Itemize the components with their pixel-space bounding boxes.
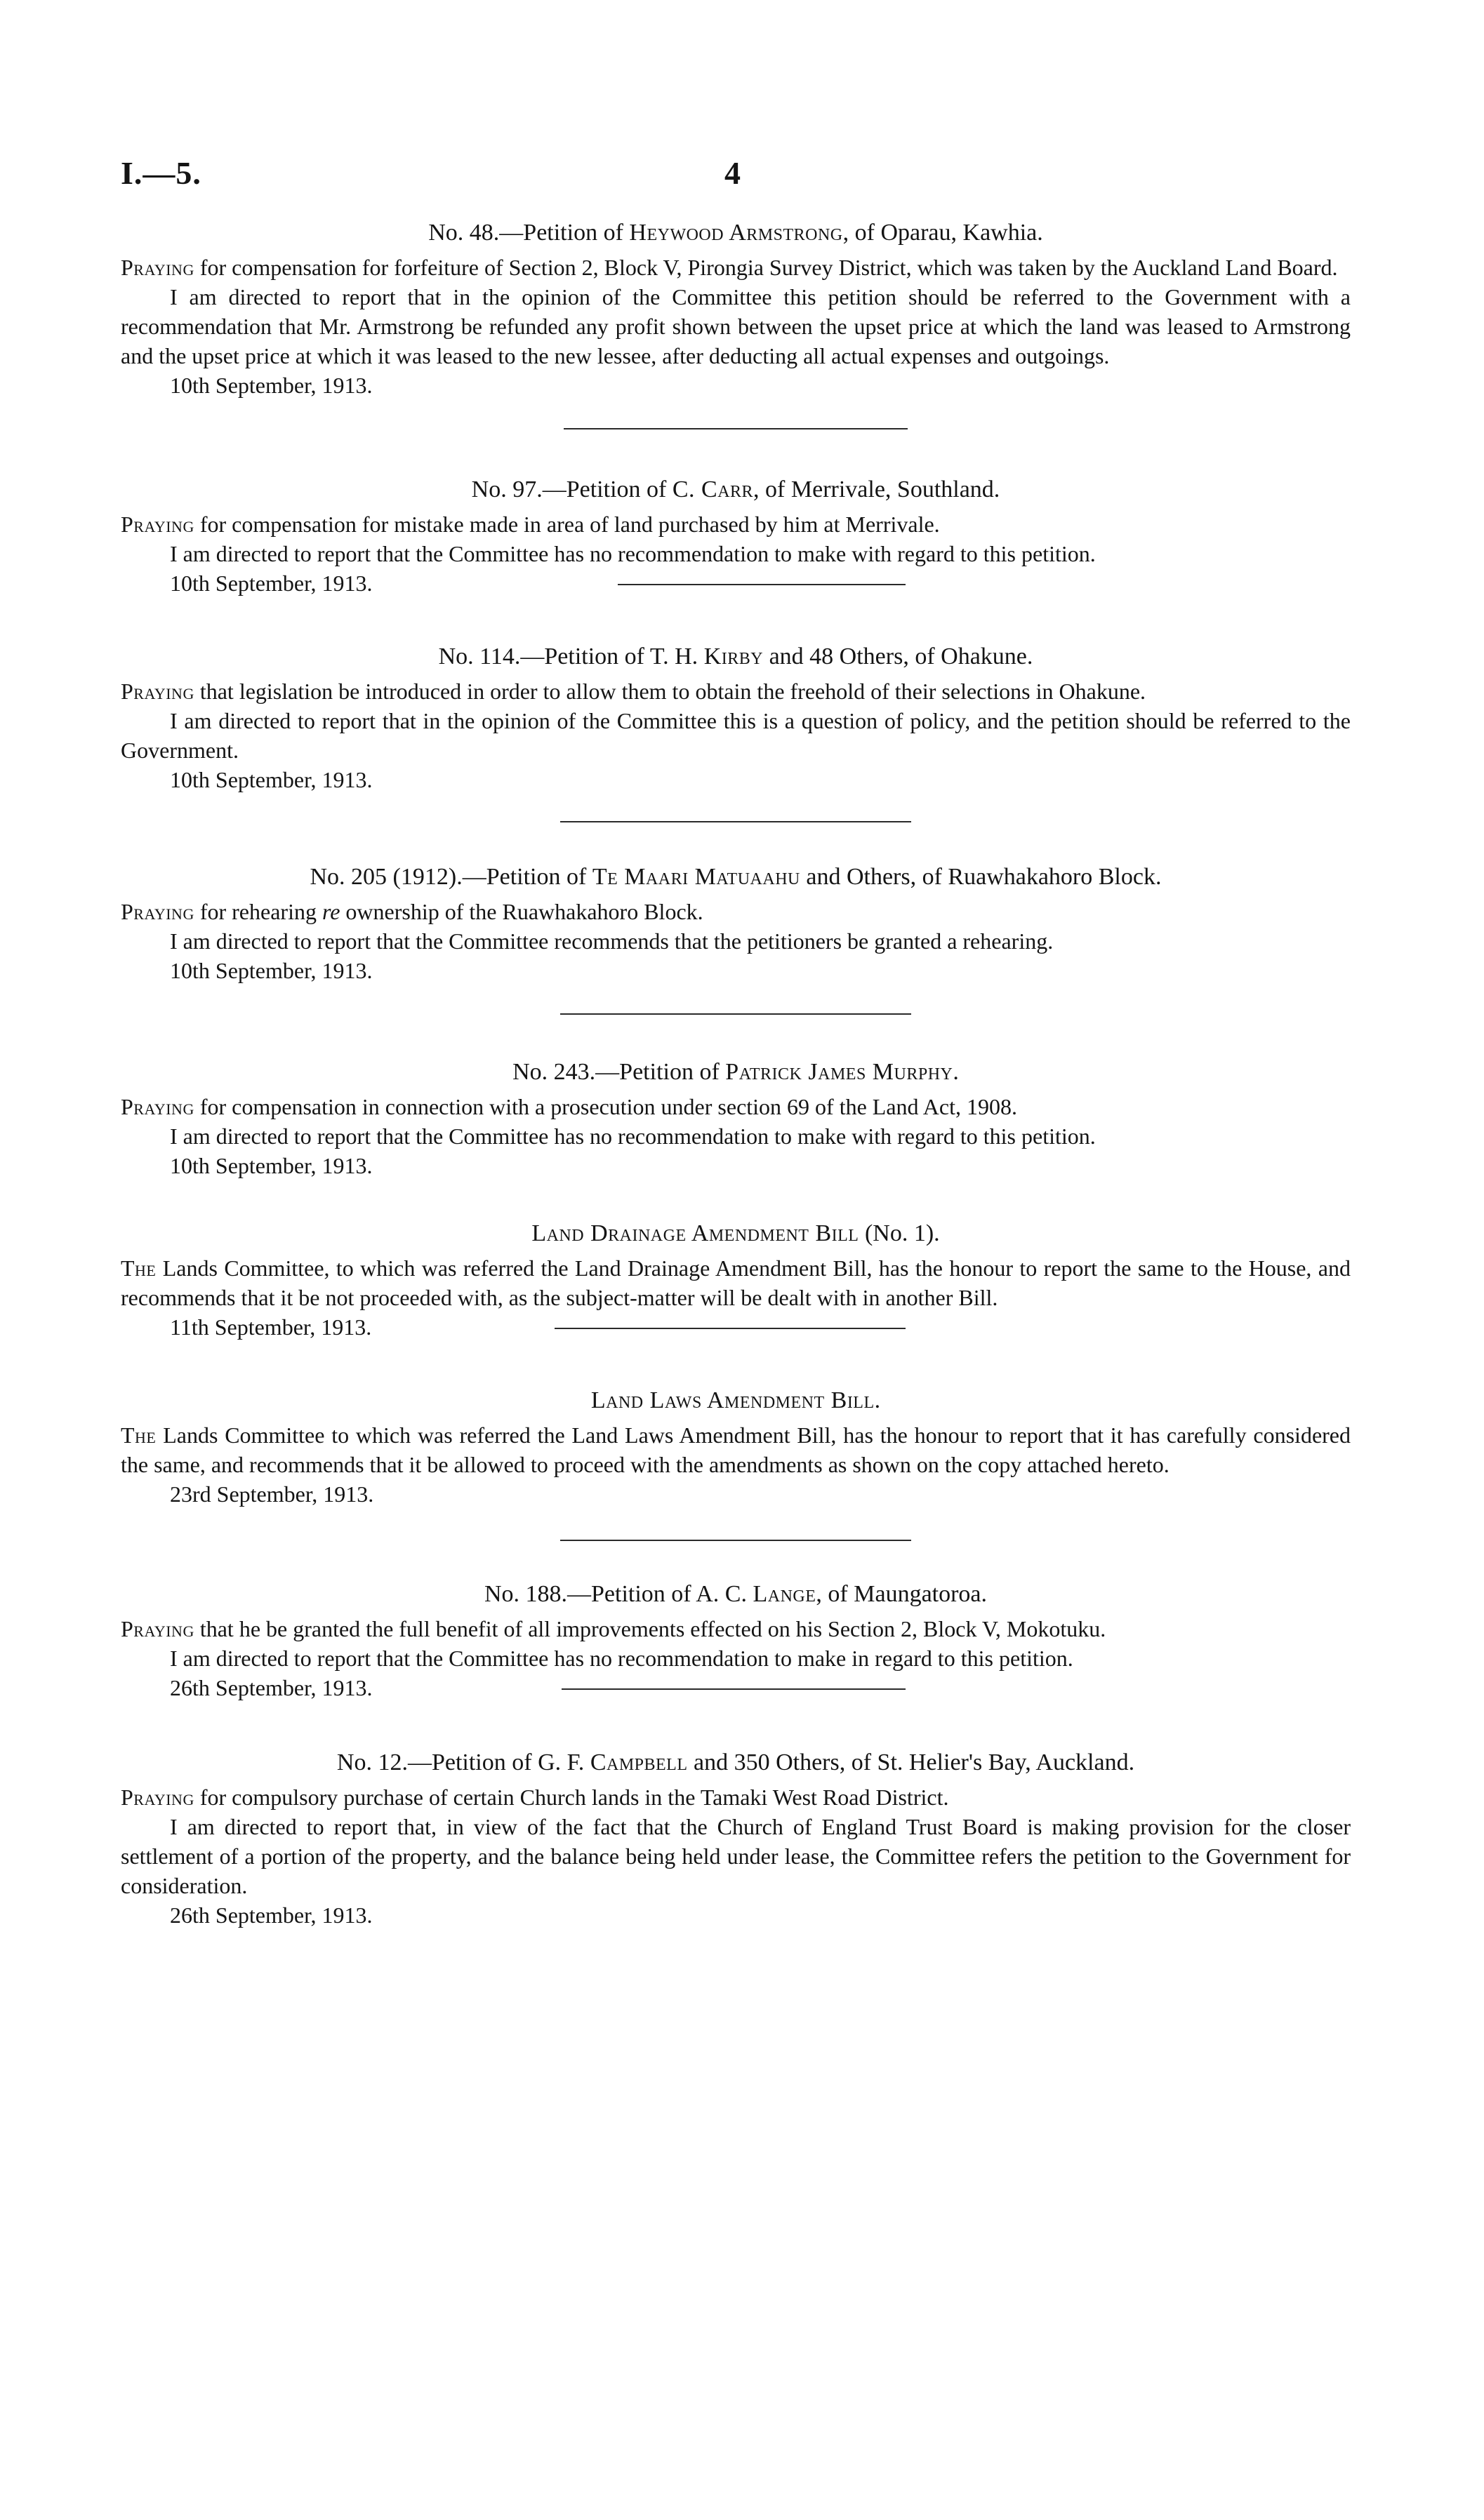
date-line: 26th September, 1913. bbox=[170, 1902, 373, 1928]
praying-paragraph: Praying for rehearing re ownership of the Ruawhakahoro Block. bbox=[121, 899, 703, 924]
separator-rule bbox=[555, 1328, 906, 1329]
bill-report-paragraph: The Lands Committee, to which was referred the Land Drainage Amendment Bill, has the honour to report the same to the House, and recommends that it be not proceeded with, as the subject-matter will be dealt with in another Bill. bbox=[121, 1255, 1351, 1310]
date-line: 10th September, 1913. bbox=[170, 373, 373, 398]
report-paragraph: I am directed to report that the Committee recommends that the petitioners be granted a rehearing. bbox=[170, 928, 1054, 954]
report-paragraph: I am directed to report that in the opinion of the Committee this is a question of policy, and the petition should be referred to the Government. bbox=[121, 708, 1351, 763]
separator-rule bbox=[562, 1688, 906, 1690]
petition-188 bbox=[121, 1579, 1351, 1702]
report-paragraph: I am directed to report that in the opinion of the Committee this petition should be referred to the Government with a recommendation that Mr. Armstrong be refunded any profit shown between the upset price at which the land was leased to Armstrong and the upset price at which it was leased to the new lessee, after deducting all actual expenses and outgoings. bbox=[121, 284, 1351, 368]
date-line: 23rd September, 1913. bbox=[170, 1481, 374, 1507]
report-paragraph: I am directed to report that the Committee has no recommendation to make with regard to this petition. bbox=[170, 541, 1096, 566]
petition-heading: No. 205 (1912).—Petition of Te Maari Matuaahu and Others, of Ruawhakahoro Block. bbox=[310, 864, 1162, 890]
separator-rule bbox=[560, 1013, 911, 1015]
report-paragraph: I am directed to report that the Committee has no recommendation to make in regard to this petition. bbox=[170, 1646, 1073, 1671]
petition-heading: No. 114.—Petition of T. H. Kirby and 48 Others, of Ohakune. bbox=[438, 644, 1033, 669]
page-header bbox=[121, 140, 1351, 218]
petition-12 bbox=[121, 1747, 1351, 1930]
separator-rule bbox=[560, 1540, 911, 1541]
date-line: 10th September, 1913. bbox=[121, 568, 1351, 598]
bill-land-drainage bbox=[121, 1218, 1351, 1342]
praying-paragraph: Praying for compensation in connection with a prosecution under section 69 of the Land Act, 1908. bbox=[121, 1094, 1017, 1119]
petition-heading: No. 188.—Petition of A. C. Lange, of Maungatoroa. bbox=[484, 1581, 988, 1607]
praying-paragraph: Praying for compensation for forfeiture of Section 2, Block V, Pirongia Survey District, which was taken by the Auckland Land Board. bbox=[121, 255, 1338, 280]
petition-243 bbox=[121, 1057, 1351, 1180]
bill-land-laws bbox=[121, 1385, 1351, 1541]
report-paragraph: I am directed to report that the Committee has no recommendation to make with regard to this petition. bbox=[170, 1124, 1096, 1149]
praying-paragraph: Praying for compensation for mistake made in area of land purchased by him at Merrivale. bbox=[121, 512, 940, 537]
report-paragraph: I am directed to report that, in view of the fact that the Church of England Trust Board is making provision for the closer settlement of a portion of the property, and the balance being held under lease, the Committee refers the petition to the Government for consideration. bbox=[121, 1814, 1351, 1898]
petition-48 bbox=[121, 218, 1351, 429]
document-page bbox=[121, 140, 1351, 1930]
praying-paragraph: Praying that legislation be introduced in order to allow them to obtain the freehold of their selections in Ohakune. bbox=[121, 679, 1146, 704]
bill-report-paragraph: The Lands Committee to which was referred the Land Laws Amendment Bill, has the honour to report that it has carefully considered the same, and recommends that it be allowed to proceed with the amendments as shown on the copy attached hereto. bbox=[121, 1422, 1351, 1477]
petition-heading: No. 97.—Petition of C. Carr, of Merrivale, Southland. bbox=[471, 476, 1000, 502]
separator-rule bbox=[564, 428, 908, 429]
petition-97 bbox=[121, 474, 1351, 598]
petition-heading: No. 243.—Petition of Patrick James Murphy. bbox=[512, 1059, 959, 1085]
date-line: 10th September, 1913. bbox=[170, 767, 373, 792]
date-line: 10th September, 1913. bbox=[170, 1153, 373, 1178]
petition-heading: No. 12.—Petition of G. F. Campbell and 350 Others, of St. Helier's Bay, Auckland. bbox=[336, 1749, 1135, 1775]
document-reference: I.—5. bbox=[121, 155, 201, 191]
separator-rule bbox=[560, 821, 911, 822]
praying-paragraph: Praying for compulsory purchase of certain Church lands in the Tamaki West Road District. bbox=[121, 1785, 949, 1810]
petition-heading: No. 48.—Petition of Heywood Armstrong, of Oparau, Kawhia. bbox=[428, 220, 1043, 246]
date-line: 11th September, 1913. bbox=[121, 1312, 1351, 1342]
petition-114 bbox=[121, 641, 1351, 822]
page-number: 4 bbox=[724, 155, 741, 191]
petition-205 bbox=[121, 862, 1351, 1015]
date-line: 26th September, 1913. bbox=[121, 1673, 1351, 1702]
bill-heading: Land Drainage Amendment Bill (No. 1). bbox=[531, 1220, 940, 1246]
separator-rule bbox=[618, 584, 906, 585]
bill-heading: Land Laws Amendment Bill. bbox=[590, 1387, 881, 1413]
date-line: 10th September, 1913. bbox=[170, 958, 373, 983]
praying-paragraph: Praying that he be granted the full benefit of all improvements effected on his Section 2, Block V, Mokotuku. bbox=[121, 1616, 1106, 1641]
